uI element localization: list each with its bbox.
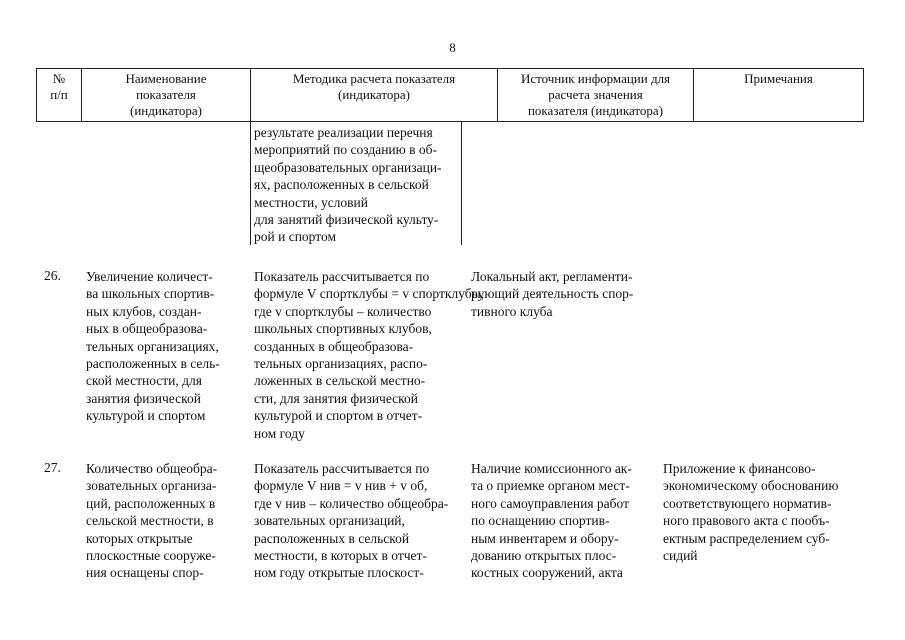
text-line: зовательных организа- xyxy=(86,478,217,494)
text-line: ния оснащены спор- xyxy=(86,565,204,581)
text-line: зовательных организаций, xyxy=(254,513,405,529)
text-line: Показатель рассчитывается по xyxy=(254,461,430,476)
text-line: Увеличение количест- xyxy=(86,269,213,284)
header-col-number xyxy=(37,69,82,122)
page-number: 8 xyxy=(449,40,456,55)
header-col-method xyxy=(251,69,498,122)
text-line: для занятий физической культу- xyxy=(254,212,439,228)
text-line: культурой и спортом в отчет- xyxy=(254,408,423,424)
text-line: Наличие комиссионного ак- xyxy=(471,461,632,476)
text-line: формуле V нив = v нив + v об, xyxy=(254,478,428,494)
text-line: Показатель рассчитывается по xyxy=(254,269,430,284)
row-27-method xyxy=(254,460,460,582)
text-line: плоскостные сооруже- xyxy=(86,548,216,564)
text-line: ской местности, для xyxy=(86,373,202,389)
text-line: местности, условий xyxy=(254,194,368,210)
text-line: ных в общеобразова- xyxy=(86,321,208,337)
text-line: экономическому обоснованию xyxy=(663,478,839,494)
text-line: формуле V спортклубы = v спортклубы, xyxy=(254,286,485,302)
text-line: созданных в общеобразова- xyxy=(254,338,414,354)
table-header xyxy=(36,68,864,122)
row-27-name xyxy=(86,460,246,582)
text-line: которых открытые xyxy=(86,530,193,546)
text-line: где v нив – количество общеобра- xyxy=(254,495,449,511)
header-text: (индикатора) xyxy=(130,103,202,118)
text-line: расположенных в сельской xyxy=(254,530,410,546)
header-text: Методика расчета показателя xyxy=(292,71,456,86)
text-line: ций, расположенных в xyxy=(86,495,216,511)
column-rule xyxy=(461,122,462,245)
text-line: результате реализации перечня xyxy=(254,125,433,140)
header-text: Наименование xyxy=(125,71,207,86)
row-26-name xyxy=(86,268,246,425)
header-text: расчета значения xyxy=(548,87,643,102)
text-line: сельской местности, в xyxy=(86,513,214,529)
row-27-source xyxy=(471,460,656,582)
header-col-source xyxy=(498,69,694,122)
text-line: тивного клуба xyxy=(471,303,553,319)
text-line: расположенных в сель- xyxy=(86,356,220,372)
text-line: мероприятий по созданию в об- xyxy=(254,142,437,158)
text-line: ях, расположенных в сельской xyxy=(254,177,429,193)
text-line: школьных спортивных клубов, xyxy=(254,321,432,337)
text-line: тельных организациях, xyxy=(86,338,219,354)
text-line: культурой и спортом xyxy=(86,408,206,424)
text-line: ного правового акта с пообъ- xyxy=(663,513,830,529)
text-line: ных клубов, создан- xyxy=(86,303,202,319)
header-text: показателя (индикатора) xyxy=(527,103,664,118)
text-line: ектным распределением суб- xyxy=(663,530,830,546)
row-26-method xyxy=(254,268,485,442)
text-line: ным инвентарем и обору- xyxy=(471,530,619,546)
text-line: сти, для занятия физической xyxy=(254,390,419,406)
text-line: ного самоуправления работ xyxy=(471,495,629,511)
text-line: занятия физической xyxy=(86,390,201,406)
header-text: Источник информации для xyxy=(520,71,671,86)
header-text: п/п xyxy=(50,87,68,102)
row-26-source xyxy=(471,268,656,320)
text-line: ном году открытые плоскост- xyxy=(254,565,424,581)
text-line: местности, в которых в отчет- xyxy=(254,548,427,564)
row-26-number: 26. xyxy=(44,268,61,283)
header-text: № xyxy=(52,71,66,86)
text-line: Приложение к финансово- xyxy=(663,461,816,476)
text-line: где v спортклубы – количество xyxy=(254,303,432,319)
text-line: рой и спортом xyxy=(254,229,336,245)
text-line: дованию открытых плос- xyxy=(471,548,617,564)
text-line: по оснащению спортив- xyxy=(471,513,610,529)
text-line: сидий xyxy=(663,548,698,564)
header-text: Примечания xyxy=(744,71,813,86)
text-line: Локальный акт, регламенти- xyxy=(471,269,633,284)
header-text: показателя xyxy=(136,87,196,102)
row-27-number: 27. xyxy=(44,460,61,475)
continuation-method-text xyxy=(254,124,459,246)
text-line: щеобразовательных организаци- xyxy=(254,159,442,175)
text-line: Количество общеобра- xyxy=(86,461,218,476)
row-27-notes xyxy=(663,460,861,564)
header-text: (индикатора) xyxy=(338,87,410,102)
header-col-notes xyxy=(694,69,863,122)
header-col-name xyxy=(82,69,251,122)
text-line: рующий деятельность спор- xyxy=(471,286,634,302)
text-line: соответствующего норматив- xyxy=(663,495,832,511)
text-line: тельных организациях, распо- xyxy=(254,356,428,372)
text-line: та о приемке органом мест- xyxy=(471,478,630,494)
column-rule xyxy=(250,122,251,245)
text-line: ва школьных спортив- xyxy=(86,286,215,302)
text-line: ложенных в сельской местно- xyxy=(254,373,426,389)
text-line: костных сооружений, акта xyxy=(471,565,623,581)
text-line: ном году xyxy=(254,425,305,441)
